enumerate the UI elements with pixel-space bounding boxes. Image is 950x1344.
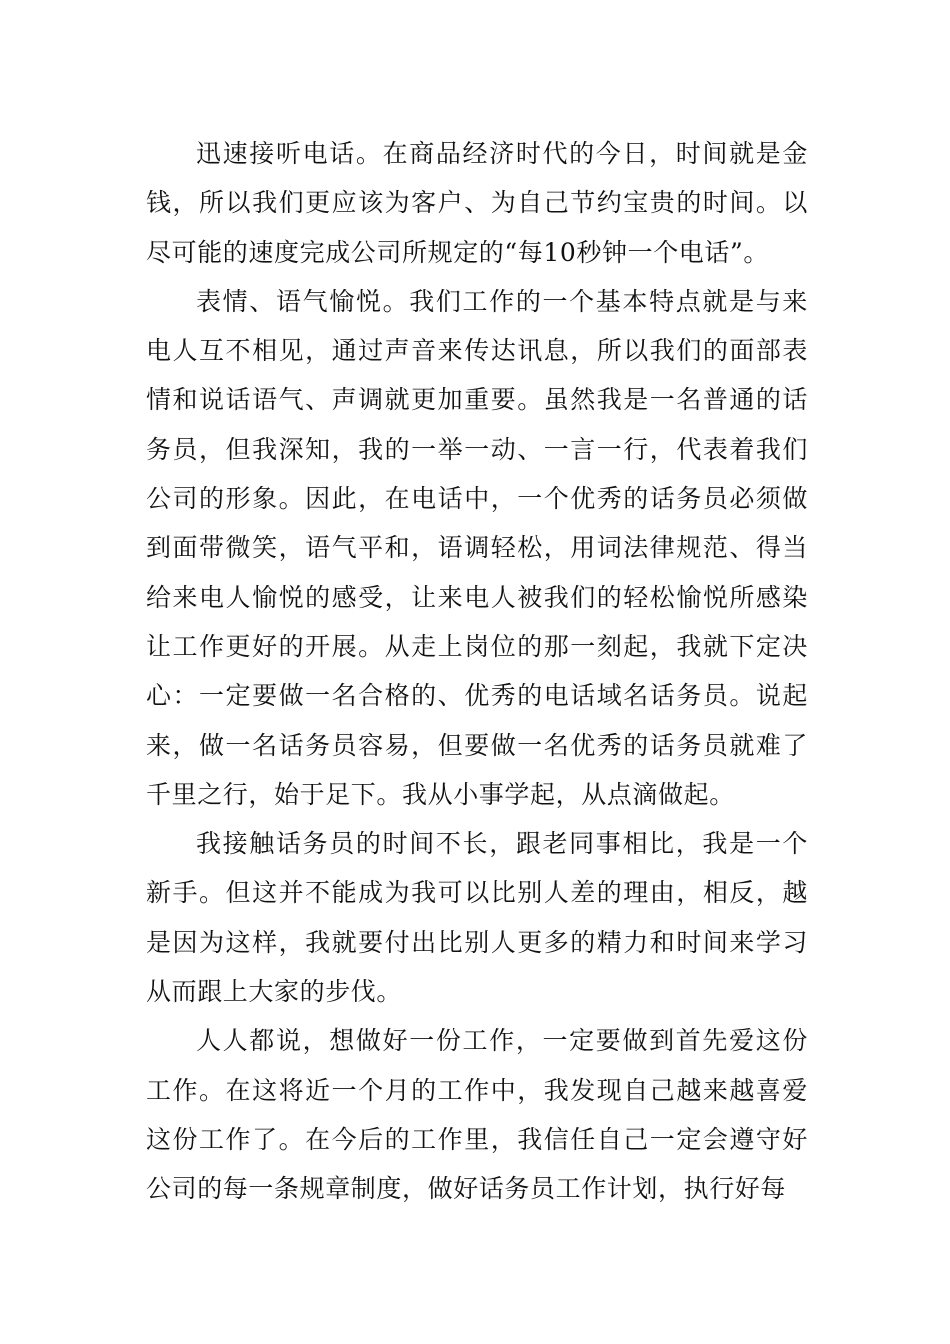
document-body (146, 129, 808, 1214)
paragraph-2: 表情、语气愉悦。我们工作的一个基本特点就是与来电人互不相见，通过声音来传达讯息，所以我们的面部表情和说话语气、声调就更加重要。虽然我是一名普通的话务员，但我深知，我的一举一动、一言一行，代表着我们公司的形象。因此，在电话中，一个优秀的话务员必须做到面带微笑，语气平和，语调轻松，用词法律规范、得当给来电人愉悦的感受，让来电人被我们的轻松愉悦所感染让工作更好的开展。从走上岗位的那一刻起，我就下定决心：一定要做一名合格的、优秀的电话域名话务员。说起来，做一名话务员容易，但要做一名优秀的话务员就难了千里之行，始于足下。我从小事学起，从点滴做起。 (146, 286, 808, 809)
paragraph-4: 人人都说，想做好一份工作，一定要做到首先爱这份工作。在这将近一个月的工作中，我发现自己越来越喜爱这份工作了。在今后的工作里，我信任自己一定会遵守好公司的每一条规章制度，做好话务员工作计划，执行好每 (146, 1026, 808, 1204)
paragraph-1: 迅速接听电话。在商品经济时代的今日，时间就是金钱，所以我们更应该为客户、为自己节约宝贵的时间。以尽可能的速度完成公司所规定的“每10秒钟一个电话”。 (146, 139, 808, 267)
paragraph-3: 我接触话务员的时间不长，跟老同事相比，我是一个新手。但这并不能成为我可以比别人差的理由，相反，越是因为这样，我就要付出比别人更多的精力和时间来学习从而跟上大家的步伐。 (146, 829, 808, 1007)
